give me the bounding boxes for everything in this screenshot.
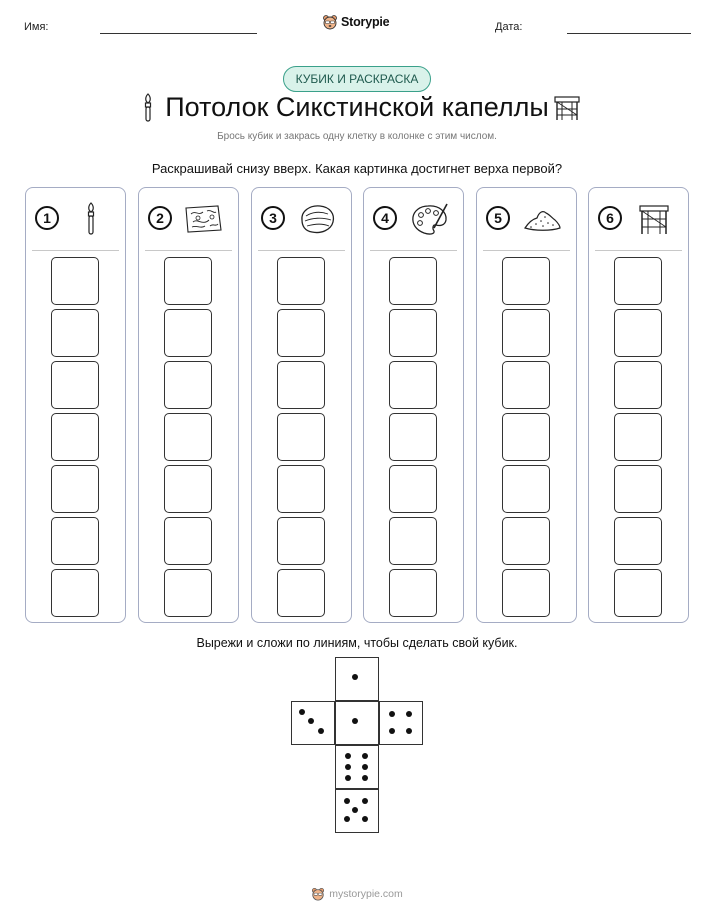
color-cell[interactable]	[389, 569, 437, 617]
color-cell[interactable]	[389, 257, 437, 305]
color-cell[interactable]	[51, 569, 99, 617]
column-number: 1	[35, 206, 59, 230]
pip	[344, 816, 350, 822]
die-face-5	[335, 789, 379, 833]
color-cell[interactable]	[502, 569, 550, 617]
pip	[406, 728, 412, 734]
pip	[345, 764, 351, 770]
column-divider	[483, 250, 570, 251]
color-cell[interactable]	[277, 413, 325, 461]
column-divider	[258, 250, 345, 251]
column-number: 2	[148, 206, 172, 230]
column-3	[251, 187, 352, 623]
color-cell[interactable]	[51, 413, 99, 461]
color-cell[interactable]	[164, 309, 212, 357]
cut-instructions: Вырежи и сложи по линиям, чтобы сделать свой кубик.	[196, 636, 518, 650]
palette-icon	[408, 202, 450, 236]
column-number: 5	[486, 206, 510, 230]
name-field[interactable]	[100, 33, 257, 34]
column-divider	[145, 250, 232, 251]
color-cell[interactable]	[277, 465, 325, 513]
color-cell[interactable]	[51, 361, 99, 409]
pip	[389, 711, 395, 717]
column-divider	[370, 250, 457, 251]
color-cell[interactable]	[277, 361, 325, 409]
pip	[308, 718, 314, 724]
color-cell[interactable]	[614, 517, 662, 565]
column-1	[25, 187, 126, 623]
pip	[406, 711, 412, 717]
die-face-1	[335, 701, 379, 745]
pip	[362, 775, 368, 781]
color-cell[interactable]	[614, 257, 662, 305]
pip	[352, 718, 358, 724]
date-field[interactable]	[567, 33, 691, 34]
color-cell[interactable]	[502, 361, 550, 409]
die-face-1	[335, 657, 379, 701]
pip	[362, 816, 368, 822]
color-cell[interactable]	[389, 517, 437, 565]
color-cell[interactable]	[614, 309, 662, 357]
color-cell[interactable]	[614, 361, 662, 409]
color-cell[interactable]	[614, 569, 662, 617]
footer-url: mystorypie.com	[329, 888, 403, 900]
color-cell[interactable]	[51, 257, 99, 305]
pip	[362, 798, 368, 804]
page-title: Потолок Сикстинской капеллы	[165, 92, 549, 122]
brand-logo	[322, 11, 392, 33]
pip	[352, 807, 358, 813]
color-cell[interactable]	[164, 569, 212, 617]
column-number: 4	[373, 206, 397, 230]
color-cell[interactable]	[614, 465, 662, 513]
die-face-4	[379, 701, 423, 745]
footer	[0, 887, 714, 901]
column-number: 3	[261, 206, 285, 230]
pip	[318, 728, 324, 734]
color-cell[interactable]	[614, 413, 662, 461]
die-face-6	[335, 745, 379, 789]
column-5	[476, 187, 577, 623]
color-cell[interactable]	[164, 361, 212, 409]
paintbrush-icon	[70, 202, 112, 236]
die-face-3	[291, 701, 335, 745]
color-cell[interactable]	[164, 465, 212, 513]
color-cell[interactable]	[389, 413, 437, 461]
scaffold-icon	[552, 94, 582, 122]
color-cell[interactable]	[51, 309, 99, 357]
column-number: 6	[598, 206, 622, 230]
bear-mascot-icon	[322, 14, 338, 30]
bear-mascot-icon	[311, 887, 325, 901]
pigment-pile-icon	[521, 202, 563, 236]
pip	[344, 798, 350, 804]
pip	[299, 709, 305, 715]
column-6	[588, 187, 689, 623]
color-cell[interactable]	[389, 309, 437, 357]
fresco-sketch-icon	[183, 202, 225, 236]
pip	[345, 775, 351, 781]
brand-name: Storypie	[341, 15, 390, 29]
date-label: Дата:	[495, 21, 523, 33]
pip	[352, 674, 358, 680]
color-cell[interactable]	[277, 569, 325, 617]
color-cell[interactable]	[502, 517, 550, 565]
name-label: Имя:	[24, 21, 49, 33]
color-cell[interactable]	[389, 465, 437, 513]
color-cell[interactable]	[164, 413, 212, 461]
pip	[362, 753, 368, 759]
color-cell[interactable]	[502, 465, 550, 513]
color-cell[interactable]	[164, 257, 212, 305]
pip	[362, 764, 368, 770]
color-cell[interactable]	[277, 257, 325, 305]
color-cell[interactable]	[51, 517, 99, 565]
column-2	[138, 187, 239, 623]
column-4	[363, 187, 464, 623]
color-cell[interactable]	[502, 413, 550, 461]
pip	[389, 728, 395, 734]
color-cell[interactable]	[502, 309, 550, 357]
column-divider	[595, 250, 682, 251]
color-cell[interactable]	[389, 361, 437, 409]
color-cell[interactable]	[51, 465, 99, 513]
color-cell[interactable]	[164, 517, 212, 565]
color-cell[interactable]	[277, 309, 325, 357]
page-subtitle: Брось кубик и закрась одну клетку в колонке с этим числом.	[217, 131, 497, 142]
scaffold-icon	[633, 202, 675, 236]
category-badge: КУБИК И РАСКРАСКА	[283, 66, 431, 92]
color-cell[interactable]	[502, 257, 550, 305]
pip	[345, 753, 351, 759]
plaster-chunk-icon	[296, 202, 338, 236]
column-divider	[32, 250, 119, 251]
question-text: Раскрашивай снизу вверх. Какая картинка достигнет верха первой?	[151, 161, 563, 176]
color-cell[interactable]	[277, 517, 325, 565]
